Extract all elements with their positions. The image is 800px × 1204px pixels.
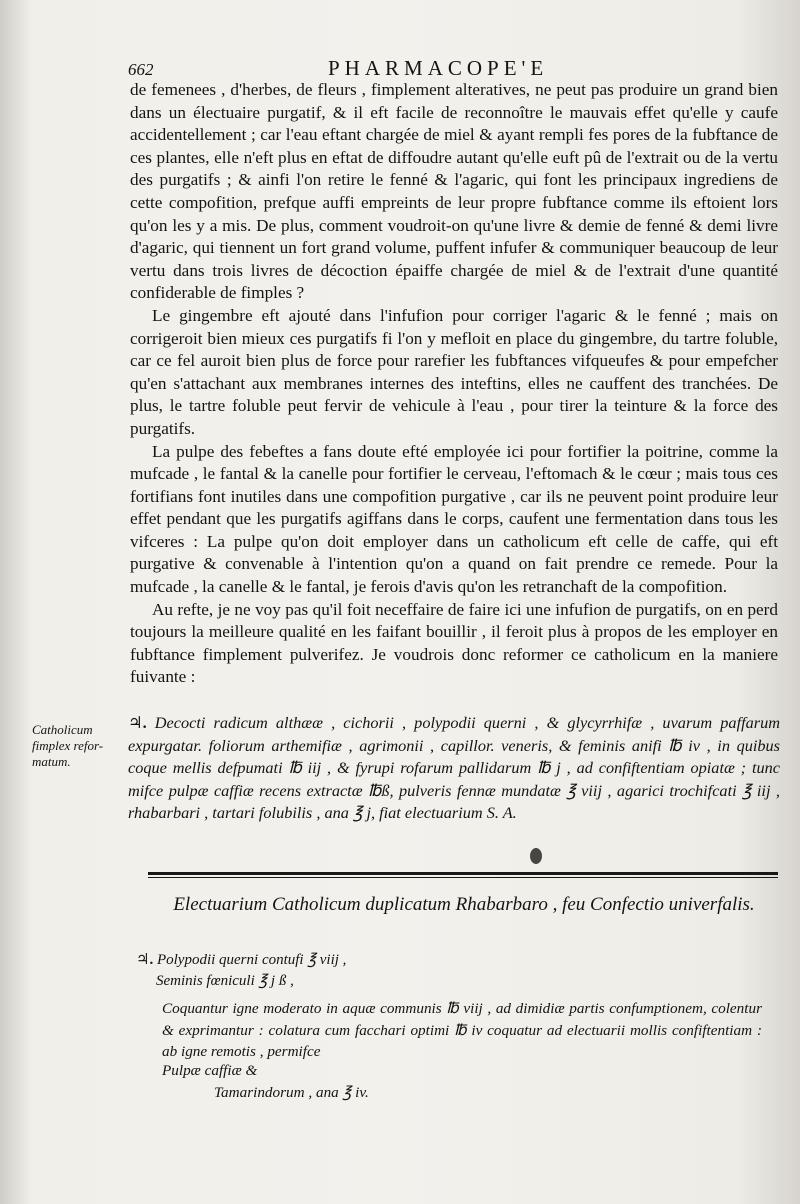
pulp-line: Pulpæ caffiæ & — [162, 1062, 258, 1079]
method-text: Coquantur igne moderato in aquæ communis ℔ viij , ad dimidiæ partis confumptionem, colentur & exprimantur : colatura cum facchari optimi ℔ iv coquatur ad electuarii mollis confiftentiam : ab igne remotis , permifce — [162, 1000, 762, 1060]
recipe-text: Decocti radicum althææ , cichorii , polypodii querni , & glycyrrhifæ , uvarum paffarum expurgatar. foliorum arthemifiæ , agrimonii , capillor. veneris, & feminis anifi ℔ iv , in quibus coque mellis defpumati ℔ iij , & fyrupi rofarum pallidarum ℔ j , ad confiftentiam opiatæ ; tunc mifce pulpæ caffiæ recens extractæ ℔ß, pulveris fennæ mundatæ ℥ viij , agarici trochifcati ℥ iij , rhabarbari , tartari folubilis , ana ℥ j, fiat electuarium S. A. — [128, 713, 780, 823]
paragraph-2: Le gingembre eft ajouté dans l'infufion pour corriger l'agaric & le fenné ; mais on corrigeroit bien mieux ces purgatifs fi l'on y mefloit en place du gingembre, du tartre foluble, car ce fel auroit bien plus de force pour rarefier les fubftances vifqueufes & pour empefcher qu'en s'attachant aux membranes internes des inteftins, elles ne cauffent des tranchées. De plus, le tartre foluble peut fervir de vehicule à l'eau , pour tirer la teinture & la force des purgatifs. — [130, 305, 778, 438]
ingredient-text: Polypodii querni contufi ℥ viij , — [156, 952, 347, 968]
recipe-symbol: ♃. — [136, 952, 154, 968]
marginal-note-line: Catholicum — [32, 722, 93, 737]
section-rule-thin — [148, 877, 778, 878]
pulp-line: Tamarindorum , ana ℥ iv. — [214, 1084, 369, 1101]
paragraph-4: Au refte, je ne voy pas qu'il foit neceffaire de faire ici une infufion de purgatifs, on en perd toujours la meilleure qualité en les faifant bouillir , il feroit plus à propos de les employer en fubftance fimplement pulverifez. Je voudrois donc reformer ce catholicum en la maniere fuivante : — [130, 599, 778, 687]
running-title: PHARMACOPE'E — [328, 56, 549, 80]
pulp-ingredients — [162, 1060, 369, 1104]
ink-blot — [530, 848, 542, 864]
paragraph-1: de femenees , d'herbes, de fleurs , fimplement alteratives, ne peut pas produire un grand bien dans un électuaire purgatif, & il eft facile de reconnoître le mauvais effet qu'elle y caufe accidentellement ; car l'eau eftant chargée de miel & ayant rempli fes pores de la fubftance de ces plantes, elle n'eft plus en eftat de diffoudre autant qu'elle euft pû de l'extrait ou de la vertu des purgatifs ; & ainfi l'on retire le fenné & l'agaric, qui font les principaux ingrediens de cette compofition, prefque auffi empreints de leur propre fubftance comme ils eftoient lors qu'on les y a mis. De plus, comment voudroit-on qu'une livre & demie de fenné & demi livre d'agaric, qui tiennent un fort grand volume, puffent infufer & communiquer beaucoup de leur vertu dans trois livres de décoction épaiffe chargée de miel & de l'extrait d'une quantité confiderable de fimples ? — [130, 80, 778, 303]
ingredient-line — [136, 950, 756, 971]
marginal-note — [32, 722, 130, 770]
recipe-block — [128, 712, 780, 825]
page-number: 662 — [128, 60, 154, 79]
marginal-note-line: matum. — [32, 754, 71, 769]
body-text — [130, 79, 778, 689]
marginal-note-line: fimplex refor- — [32, 738, 104, 753]
section-rule — [148, 872, 778, 875]
ingredient-line: Seminis fœniculi ℥ j ß , — [156, 973, 294, 989]
ingredient-list — [136, 950, 756, 992]
recipe-symbol: ♃. — [128, 713, 147, 732]
section-title: Electuarium Catholicum duplicatum Rhabarbaro , feu Confectio univerfalis. — [173, 894, 755, 915]
paragraph-3: La pulpe des febeftes a fans doute efté employée ici pour fortifier la poitrine, comme la mufcade , le fantal & la canelle pour fortifier le cerveau, l'eftomach & le cœur ; mais tous ces fortifians font inutiles dans une compofition purgative , car ils ne peuvent point produire leur effet pendant que les purgatifs agiffans dans le corps, caufent une fermentation dans tous les vifceres : La pulpe qu'on doit employer dans un catholicum eft celle de caffe, qui eft purgative & convenable à l'intention qu'on a quand on fait prendre ce remede. Pour la mufcade , la canelle & le fantal, je ferois d'avis qu'on les retranchaft de la compofition. — [130, 441, 778, 597]
